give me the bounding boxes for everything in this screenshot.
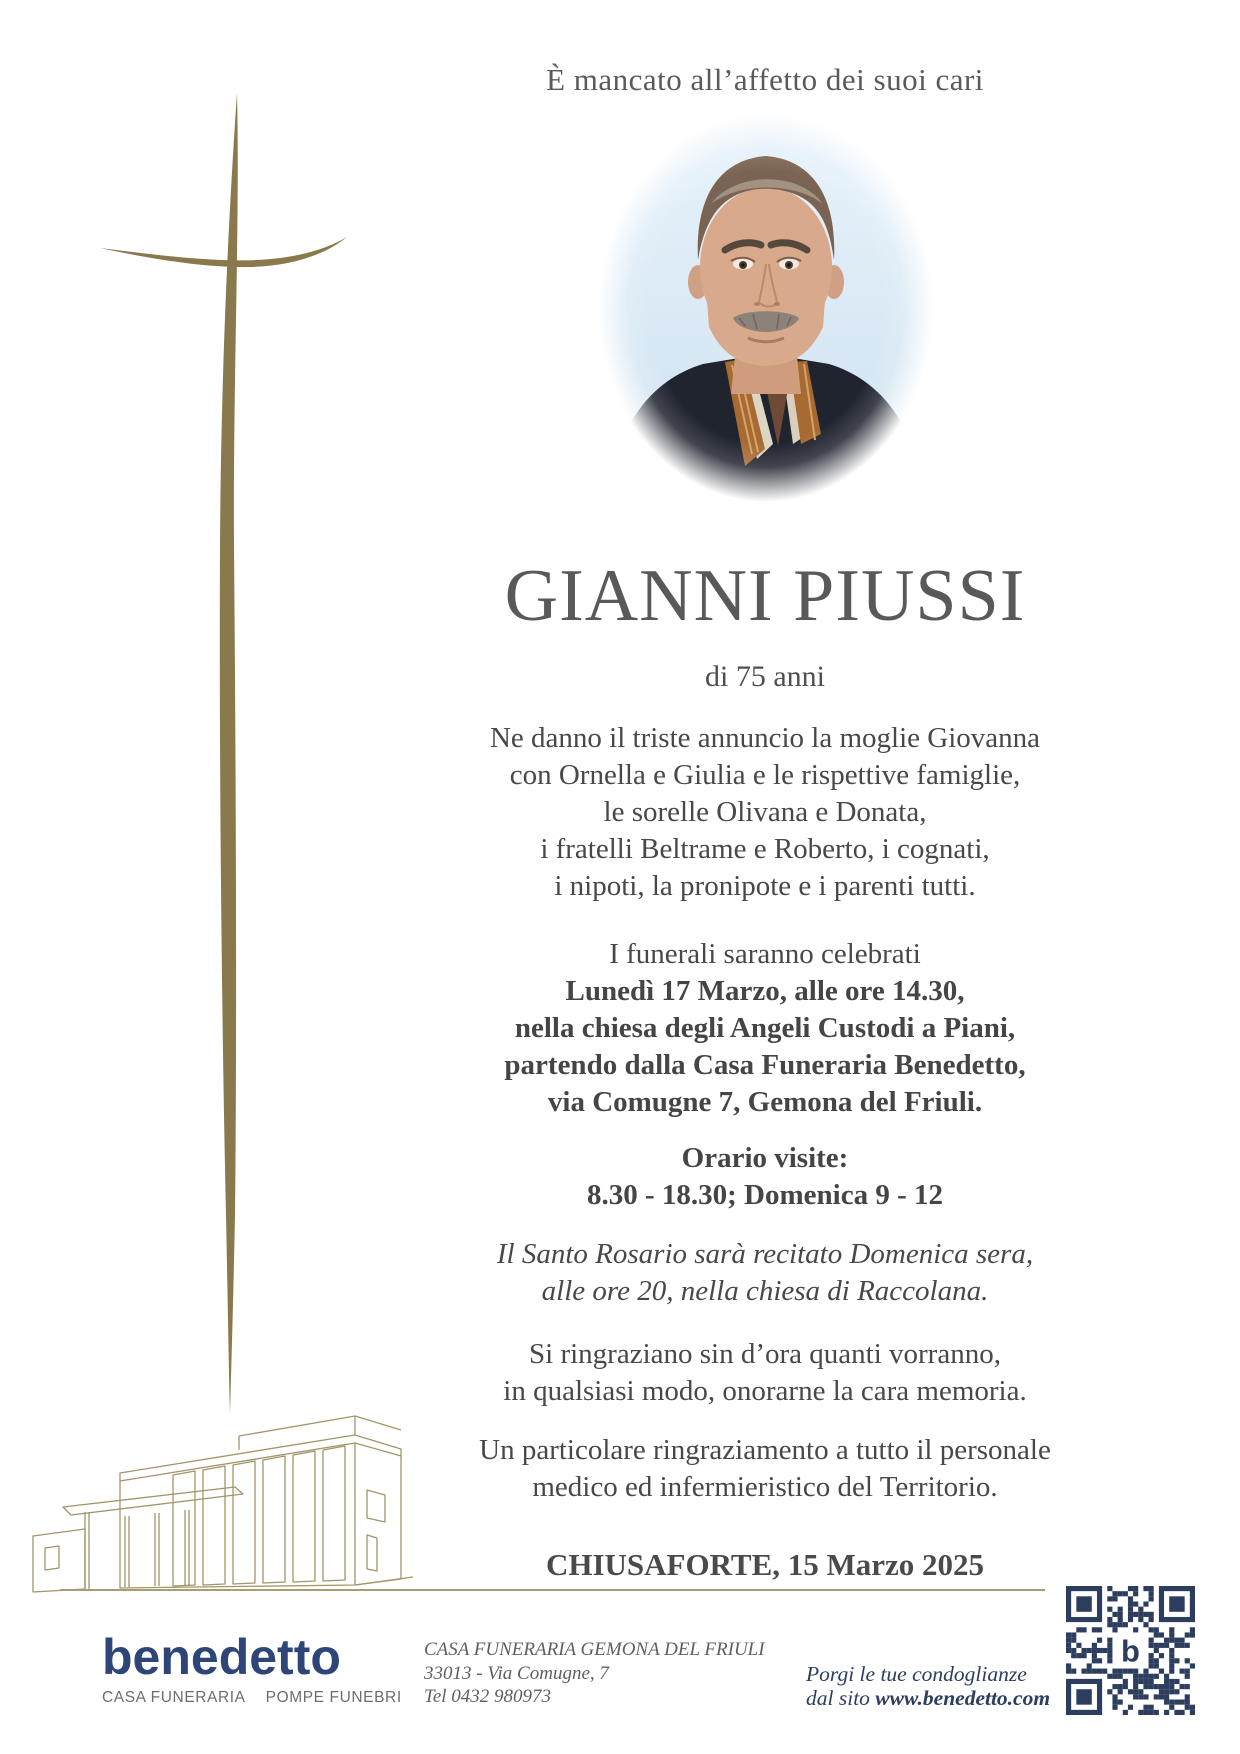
- address-line: CASA FUNERARIA GEMONA DEL FRIULI: [424, 1639, 765, 1660]
- visiting-hours: [420, 1140, 1110, 1214]
- funeral-church: nella chiesa degli Angeli Custodi a Piani,: [514, 1012, 1016, 1044]
- visiting-hours-value: 8.30 - 18.30; Domenica 9 - 12: [586, 1179, 943, 1211]
- qr-center-letter: b: [1121, 1633, 1140, 1669]
- funeral-intro: I funerali saranno celebrati: [609, 938, 921, 970]
- funeral-departure: partendo dalla Casa Funeraria Benedetto,: [504, 1049, 1026, 1081]
- condolences-line1: Porgi le tue condoglianze: [806, 1662, 1027, 1686]
- thanks-line: in qualsiasi modo, onorarne la cara memoria.: [503, 1375, 1027, 1407]
- thanks-paragraph: [420, 1336, 1110, 1410]
- funeral-datetime: Lunedì 17 Marzo, alle ore 14.30,: [565, 975, 965, 1007]
- deceased-name: GIANNI PIUSSI: [504, 555, 1026, 637]
- funeral-home-drawing-icon: [25, 1395, 415, 1595]
- footer-divider-line: [60, 1589, 1045, 1591]
- condolences-website: www.benedetto.com: [875, 1686, 1051, 1710]
- rosary-line: Il Santo Rosario sarà recitato Domenica sera,: [496, 1238, 1034, 1270]
- condolences-line2: [806, 1686, 1050, 1710]
- intro-line: È mancato all’affetto dei suoi cari: [546, 62, 984, 97]
- place-and-date: CHIUSAFORTE, 15 Marzo 2025: [545, 1547, 985, 1582]
- qr-code: [1066, 1586, 1195, 1715]
- address-line: Tel 0432 980973: [424, 1686, 552, 1707]
- special-thanks-paragraph: [420, 1432, 1110, 1506]
- thanks-line: Si ringraziano sin d’ora quanti vorranno,: [529, 1338, 1001, 1370]
- age-line: di 75 anni: [705, 660, 825, 693]
- family-line: Ne danno il triste annuncio la moglie Giovanna: [489, 722, 1041, 754]
- funeral-details: [420, 936, 1110, 1121]
- benedetto-logo-text: benedetto: [102, 1629, 341, 1685]
- family-line: le sorelle Olivana e Donata,: [603, 796, 927, 828]
- logo-tagline-left: CASA FUNERARIA: [102, 1689, 246, 1706]
- family-announcement: [420, 720, 1110, 905]
- funeral-address: via Comugne 7, Gemona del Friuli.: [547, 1086, 983, 1118]
- rosary-notice: [420, 1236, 1110, 1310]
- condolences-note: [806, 1662, 1050, 1710]
- family-line: i fratelli Beltrame e Roberto, i cognati,: [540, 833, 990, 865]
- family-line: i nipoti, la pronipote e i parenti tutti.: [554, 870, 976, 902]
- benedetto-logo: [102, 1629, 402, 1707]
- special-thanks-line: medico ed infermieristico del Territorio.: [532, 1471, 998, 1503]
- logo-tagline-right: POMPE FUNEBRI: [265, 1689, 402, 1706]
- address-line: 33013 - Via Comugne, 7: [424, 1662, 609, 1684]
- deceased-portrait-photo: [598, 112, 934, 502]
- funeral-home-address: [424, 1638, 765, 1709]
- stylized-cross-icon: [85, 85, 365, 1425]
- visiting-hours-title: Orario visite:: [681, 1142, 849, 1174]
- rosary-line: alle ore 20, nella chiesa di Raccolana.: [541, 1275, 989, 1307]
- special-thanks-line: Un particolare ringraziamento a tutto il personale: [479, 1434, 1051, 1466]
- condolences-line2-prefix: dal sito: [806, 1686, 876, 1710]
- family-line: con Ornella e Giulia e le rispettive famiglie,: [509, 759, 1021, 791]
- logo-tagline: [102, 1689, 402, 1707]
